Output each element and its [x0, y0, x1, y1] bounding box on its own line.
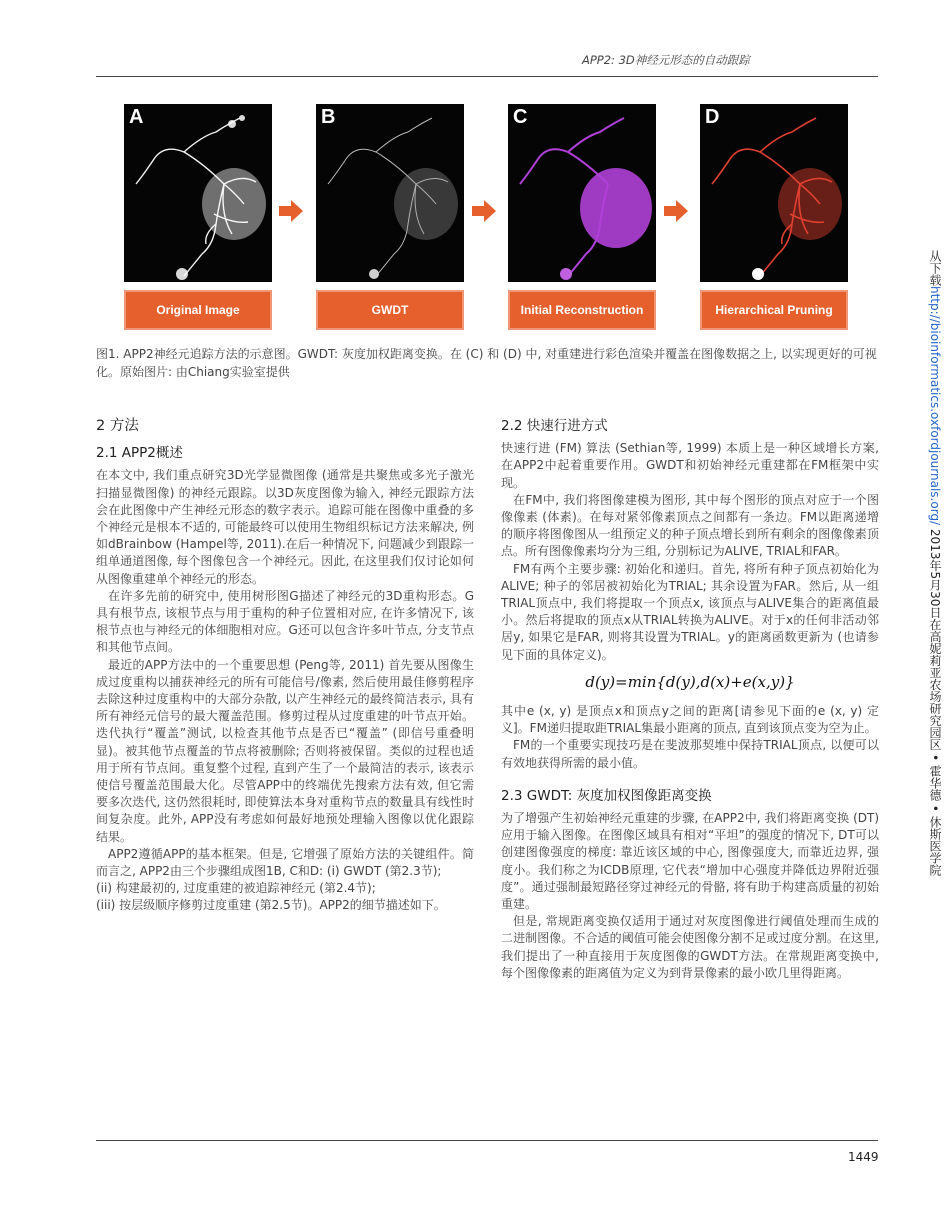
neuron-image-hierarchical-pruning — [700, 104, 848, 282]
download-note — [928, 250, 942, 876]
figure-1 — [124, 104, 864, 330]
paragraph: 为了增强产生初始神经元重建的步骤, 在APP2中, 我们将距离变换 (DT) 应用于输入图像。在图像区域具有相对“平坦”的强度的情况下, DT可以创建图像强度的梯度: 靠近该区域的中心, 图像强度大, 而靠近边界, 强度小。我们称之为ICDB原理, 它代表“增加中心强度并降低边界附近强度”。通过强制最短路径穿过神经元的骨骼, 将有助于构建高质量的初始重建。 — [501, 811, 879, 912]
header-rule — [96, 76, 878, 77]
download-note-prefix: 从下载 — [928, 250, 942, 286]
panel-a — [124, 104, 272, 330]
subsection-title: 2.1 APP2概述 — [96, 445, 183, 462]
panel-letter: B — [321, 106, 336, 128]
panel-label: Original Image — [124, 290, 272, 330]
arrow-icon — [664, 200, 688, 222]
figure-caption: 图1. APP2神经元追踪方法的示意图。GWDT: 灰度加权距离变换。在 (C) 和 (D) 中, 对重建进行彩色渲染并覆盖在图像数据之上, 以实现更好的可视化。原始图片: 由Chiang实验室提供 — [96, 347, 877, 379]
running-head: APP2: 3D神经元形态的自动跟踪 — [582, 53, 750, 67]
paragraph: 在许多先前的研究中, 使用树形图G描述了神经元的3D重构形态。G具有根节点, 该根节点与用于重构的种子位置相对应, 在许多情况下, 该根节点也与神经元的体细胞相对应。G还可以包含许多叶节点, 分支节点和其他节点间。 — [96, 588, 474, 655]
neuron-image-original — [124, 104, 272, 282]
paragraph: 快速行进 (FM) 算法 (Sethian等, 1999) 本质上是一种区域增长方案, 在APP2中起着重要作用。GWDT和初始神经元重建都在FM框架中实现。 — [501, 441, 879, 490]
paragraph: 在FM中, 我们将图像建模为图形, 其中每个图形的顶点对应于一个图像像素 (体素)。在每对紧邻像素顶点之间都有一条边。FM以距离递增的顺序将图像图从一组预定义的种子顶点增长到所有剩余的图像像素顶点。所有图像像素均分为三组, 分别标记为ALIVE, TRIAL和FAR。 — [501, 492, 879, 559]
subsection-title: 2.3 GWDT: 灰度加权图像距离变换 — [501, 787, 712, 804]
panel-b — [316, 104, 464, 330]
list-item: (iii) 按层级顺序修剪过度重建 (第2.5节)。APP2的细节描述如下。 — [96, 898, 446, 913]
paragraph: FM有两个主要步骤: 初始化和递归。首先, 将所有种子顶点初始化为ALIVE; 种子的邻居被初始化为TRIAL; 其余设置为FAR。然后, 从一组TRIAL顶点中, 我们将提取一个顶点x, 该顶点与ALIVE集合的距离值最小。然后将提取的顶点x从TRIAL转换为ALIVE。对于x的任何非活动邻居y, 如果它是FAR, 则将其设置为TRIAL。y的距离函数更新为 (也请参见下面的具体定义)。 — [501, 561, 879, 662]
paragraph: FM的一个重要实现技巧是在斐波那契堆中保持TRIAL顶点, 以便可以有效地获得所需的最小值。 — [501, 738, 879, 770]
arrow-icon — [279, 200, 303, 222]
neuron-image-initial-reconstruction — [508, 104, 656, 282]
panel-letter: C — [513, 106, 528, 128]
panel-letter: A — [129, 106, 144, 128]
panel-label: Hierarchical Pruning — [700, 290, 848, 330]
footer-rule — [96, 1140, 878, 1141]
subsection-title: 2.2 快速行进方式 — [501, 418, 608, 434]
paragraph: 其中e (x, y) 是顶点x和顶点y之间的距离[请参见下面的e (x, y) 定义]。FM递归提取距TRIAL集最小距离的顶点, 直到该顶点变为空为止。 — [501, 704, 879, 736]
panel-d — [700, 104, 848, 330]
page-number: 1449 — [848, 1150, 879, 1164]
right-column — [501, 418, 879, 982]
panel-letter: D — [705, 106, 720, 128]
panel-label: GWDT — [316, 290, 464, 330]
section-title: 2 方法 — [96, 418, 139, 434]
paragraph: 在本文中, 我们重点研究3D光学显微图像 (通常是共聚焦或多光子激光扫描显微图像) 的神经元跟踪。以3D灰度图像为输入, 神经元跟踪方法会在此图像中产生神经元形态的数字表示。追踪可能在图像中重叠的多个神经元是根本不适的, 可能最终可以使用生物组织标记方法来解决, 例如dBrainbow (Hampel等, 2011).在后一种情况下, 问题减少到跟踪一组单通道图像, 每个图像包含一个神经元。因此, 在这里我们仅讨论如何从图像重建单个神经元的形态。 — [96, 468, 474, 586]
list-item: (ii) 构建最初的, 过度重建的被追踪神经元 (第2.4节); — [96, 881, 376, 896]
panel-c — [508, 104, 656, 330]
download-link[interactable]: http://bioinformatics.oxfordjournals.org/ — [928, 286, 942, 526]
distance-equation: d(y)=min{d(y),d(x)+e(x,y)} — [585, 672, 795, 691]
paragraph: 但是, 常规距离变换仅适用于通过对灰度图像进行阈值处理而生成的二进制图像。不合适的阈值可能会使图像分割不足或过度分割。在这里, 我们提出了一种直接用于灰度图像的GWDT方法。在常规距离变换中, 每个图像像素的距离值为定义为到背景像素的最小欧几里得距离。 — [501, 914, 879, 980]
panel-label: Initial Reconstruction — [508, 290, 656, 330]
neuron-image-gwdt — [316, 104, 464, 282]
left-column — [96, 418, 474, 915]
paragraph: APP2遵循APP的基本框架。但是, 它增强了原始方法的关键组件。简而言之, APP2由三个步骤组成图1B, C和D: (i) GWDT (第2.3节); — [96, 846, 474, 879]
arrow-icon — [472, 200, 496, 222]
paragraph: 最近的APP方法中的一个重要思想 (Peng等, 2011) 首先要从图像生成过度重构以捕获神经元的所有可能信号/像素, 然后使用最佳修剪程序去除这种过度重构中的大部分杂散, 以产生神经元的最终简洁表示, 具有所有神经元信号的最大覆盖范围。修剪过程从过度重建的叶节点开始。迭代执行“覆盖”测试, 以检查其他节点是否已“覆盖” (即信号重叠明显)。被其他节点覆盖的节点将被删除; 否则将被保留。类似的过程也适用于所有节点间。重复整个过程, 直到产生了一个最简洁的表示, 该表示使信号覆盖范围最大化。尽管APP中的终端优先搜索方法有效, 但它需要多次迭代, 这仍然很耗时, 即使算法本身对重构节点的数量具有线性时间复杂度。此外, APP没有考虑如何最好地预处理输入图像以优化跟踪结果。 — [96, 657, 474, 844]
download-note-suffix: 2013年5月30日在高妮莉亚农场研究园区 • 霍华德 • 休斯医学院 — [928, 525, 942, 876]
